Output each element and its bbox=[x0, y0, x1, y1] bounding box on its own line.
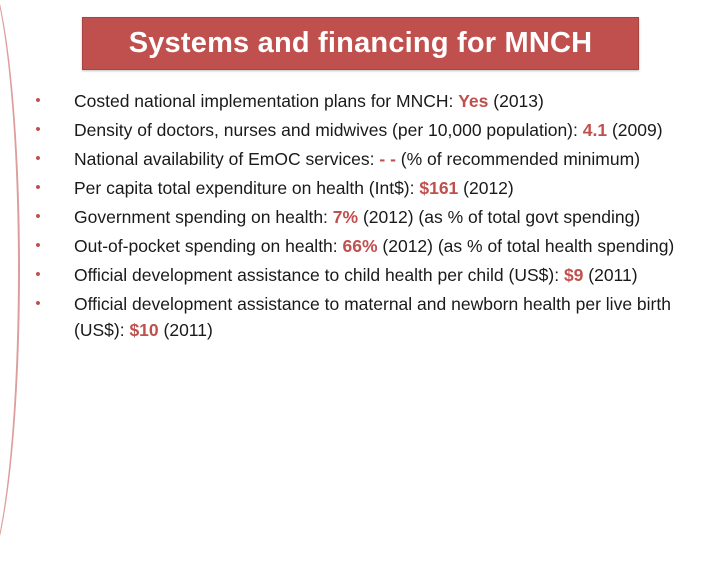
bullet-suffix: (2012) (as % of total health spending) bbox=[377, 236, 675, 256]
bullet-value: - - bbox=[379, 149, 396, 169]
bullet-icon: • bbox=[35, 266, 41, 283]
bullet-suffix: (2013) bbox=[488, 91, 544, 111]
bullet-icon: • bbox=[35, 92, 41, 109]
bullet-value: $10 bbox=[129, 320, 159, 340]
bullet-emoc-availability bbox=[28, 146, 688, 172]
slide-title: Systems and financing for MNCH bbox=[128, 27, 593, 59]
bullet-icon: • bbox=[35, 295, 41, 312]
bullet-value: 4.1 bbox=[582, 120, 608, 140]
bullet-suffix: (2011) bbox=[158, 320, 213, 340]
bullet-out-of-pocket bbox=[28, 233, 688, 259]
bullet-government-spending bbox=[28, 204, 688, 230]
bullet-icon: • bbox=[35, 179, 41, 196]
bullet-text: Official development assistance to child health per child (US$): bbox=[74, 265, 564, 285]
bullet-text: Costed national implementation plans for MNCH: bbox=[74, 91, 459, 111]
bullet-per-capita-expenditure bbox=[28, 175, 688, 201]
bullet-suffix: (2012) bbox=[458, 178, 514, 198]
bullet-value: $161 bbox=[419, 178, 459, 198]
bullet-icon: • bbox=[35, 237, 41, 254]
bullet-icon: • bbox=[35, 150, 41, 167]
bullet-suffix: (2011) bbox=[583, 265, 638, 285]
bullet-workforce-density bbox=[28, 117, 688, 143]
bullet-suffix: (2012) (as % of total govt spending) bbox=[358, 207, 641, 227]
bullet-text: Per capita total expenditure on health (Int$): bbox=[74, 178, 420, 198]
bullet-value: 7% bbox=[332, 207, 359, 227]
bullet-costed-plans bbox=[28, 88, 688, 114]
bullet-value: Yes bbox=[458, 91, 489, 111]
bullet-icon: • bbox=[35, 121, 41, 138]
bullet-text: Out-of-pocket spending on health: bbox=[74, 236, 343, 256]
bullet-list bbox=[28, 88, 688, 346]
bullet-icon: • bbox=[35, 208, 41, 225]
bullet-value: $9 bbox=[563, 265, 584, 285]
title-banner bbox=[82, 17, 639, 70]
decorative-corner-arc bbox=[0, 0, 20, 580]
bullet-suffix: (% of recommended minimum) bbox=[395, 149, 641, 169]
bullet-oda-maternal-newborn bbox=[28, 291, 688, 343]
bullet-text: Official development assistance to maternal and newborn health per live birth (US$): bbox=[74, 294, 671, 340]
bullet-oda-child-health bbox=[28, 262, 688, 288]
bullet-suffix: (2009) bbox=[607, 120, 663, 140]
bullet-text: National availability of EmOC services: bbox=[74, 149, 380, 169]
bullet-value: 66% bbox=[342, 236, 378, 256]
bullet-text: Government spending on health: bbox=[74, 207, 333, 227]
bullet-text: Density of doctors, nurses and midwives (per 10,000 population): bbox=[74, 120, 583, 140]
